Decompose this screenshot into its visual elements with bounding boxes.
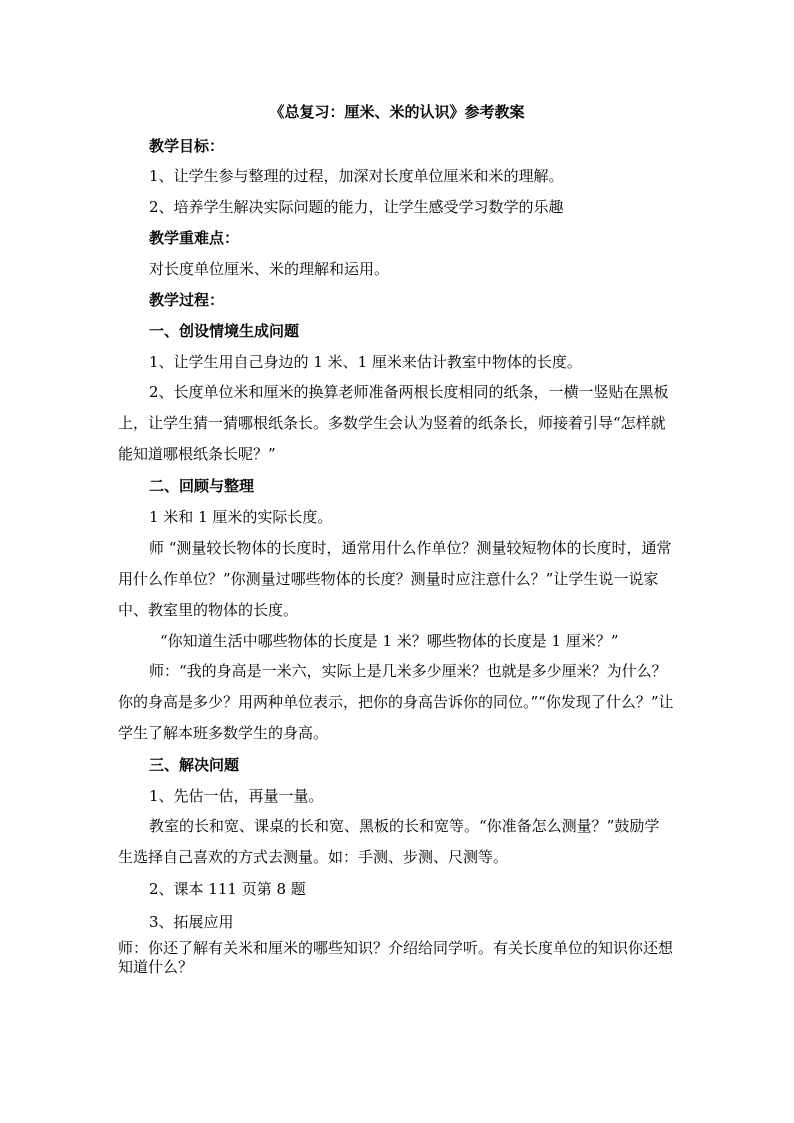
objectives-heading: 教学目标： <box>149 137 225 155</box>
section-3-item-2: 2、课本 111 页第 8 题 <box>149 880 306 898</box>
section-3-heading: 三、解决问题 <box>149 756 240 774</box>
section-2-intro: 1 米和 1 厘米的实际长度。 <box>149 508 333 526</box>
process-heading: 教学过程： <box>149 291 225 309</box>
objective-1: 1、让学生参与整理的过程，加深对长度单位厘米和米的理解。 <box>149 167 564 185</box>
section-2-heading: 二、回顾与整理 <box>149 477 255 495</box>
objective-2: 2、培养学生解决实际问题的能力，让学生感受学习数学的乐趣 <box>149 198 564 216</box>
section-2-para-2: 师：“我的身高是一米六，实际上是几米多少厘米？也就是多少厘米？为什么？你的身高是多少？用两种单位表示，把你的身高告诉你的同位。”“你发现了什么？”让学生了解本班多数学生的身高。 <box>118 662 674 742</box>
section-3-item-1: 1、先估一估，再量一量。 <box>149 787 324 805</box>
section-2-para-1: 师 “测量较长物体的长度时，通常用什么作单位？测量较短物体的长度时，通常用什么作单位？”你测量过哪些物体的长度？测量时应注意什么？”让学生说一说家中、教室里的物体的长度。 <box>118 539 672 619</box>
section-2-quote: “你知道生活中哪些物体的长度是 1 米？哪些物体的长度是 1 厘米？” <box>160 632 619 650</box>
section-3-para-1: 教室的长和宽、课桌的长和宽、黑板的长和宽等。“你准备怎么测量？”鼓励学生选择自己喜欢的方式去测量。如：手测、步测、尺测等。 <box>118 817 660 866</box>
section-1-heading: 一、创设情境生成问题 <box>149 322 300 340</box>
document-title: 《总复习：厘米、米的认识》参考教案 <box>269 103 525 121</box>
section-3-para-2: 师：你还了解有关米和厘米的哪些知识？介绍给同学听。有关长度单位的知识你还想知道什么？ <box>118 939 674 976</box>
section-1-item-1: 1、让学生用自己身边的 1 米、1 厘米来估计教室中物体的长度。 <box>149 353 582 371</box>
key-points-text: 对长度单位厘米、米的理解和运用。 <box>149 260 390 278</box>
section-1-item-2: 2、长度单位米和厘米的换算老师准备两根长度相同的纸条，一横一竖贴在黑板上，让学生猜一猜哪根纸条长。多数学生会认为竖着的纸条长，师接着引导“怎样就能知道哪根纸条长呢？” <box>118 383 669 463</box>
key-points-heading: 教学重难点： <box>149 229 240 247</box>
section-3-item-3: 3、拓展应用 <box>149 913 234 931</box>
